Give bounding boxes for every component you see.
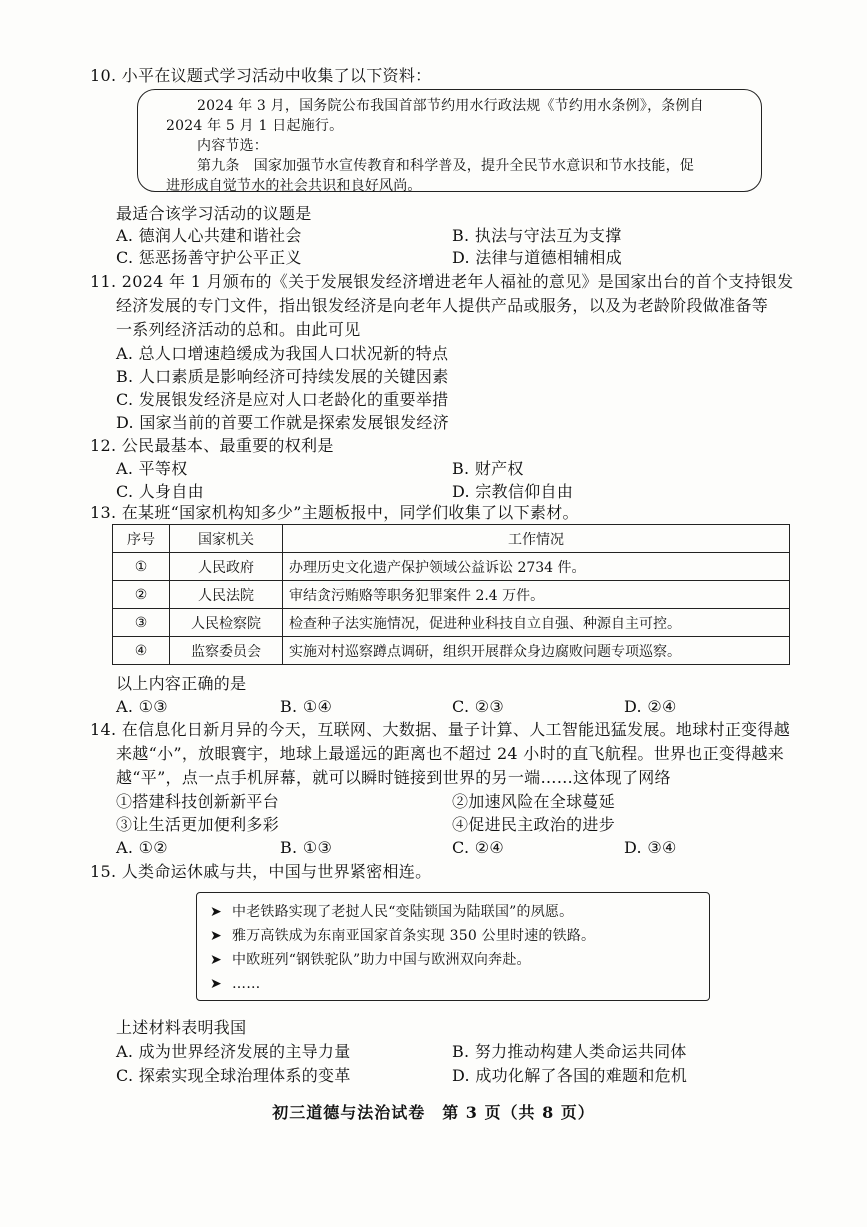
table-header-cell: 工作情况 [283, 525, 790, 553]
arrow-bullet-icon: ➤ [210, 976, 222, 992]
arrow-bullet-icon: ➤ [210, 952, 222, 968]
table-cell: ① [113, 553, 170, 581]
q15-option-a[interactable]: A. 成为世界经济发展的主导力量 [116, 1042, 351, 1061]
q11-option-a[interactable]: A. 总人口增速趋缓成为我国人口状况新的特点 [116, 344, 449, 363]
q14-option-b[interactable]: B. ①③ [280, 838, 333, 857]
table-cell: 办理历史文化遗产保护领域公益诉讼 2734 件。 [283, 553, 790, 581]
q13-stem: 13. 在某班“国家机构知多少”主题板报中，同学们收集了以下素材。 [90, 503, 579, 522]
table-header-cell: 国家机关 [170, 525, 283, 553]
arrow-bullet-icon: ➤ [210, 904, 222, 920]
q10-box-line: 进形成自觉节水的社会共识和良好风尚。 [166, 178, 422, 194]
q10-box-line: 2024 年 3 月，国务院公布我国首部节约用水行政法规《节约用水条例》，条例自 [197, 98, 704, 114]
q13-question: 以上内容正确的是 [116, 674, 247, 693]
q10-option-a[interactable]: A. 德润人心共建和谐社会 [116, 226, 302, 245]
q13-option-c[interactable]: C. ②③ [452, 697, 505, 716]
q10-option-c[interactable]: C. 惩恶扬善守护公平正义 [116, 248, 302, 267]
q12-option-a[interactable]: A. 平等权 [116, 459, 188, 478]
q11-option-b[interactable]: B. 人口素质是影响经济可持续发展的关键因素 [116, 367, 449, 386]
q13-option-a[interactable]: A. ①③ [116, 697, 168, 716]
q11-stem-line: 一系列经济活动的总和。由此可见 [116, 320, 361, 339]
q14-stem-line: 14. 在信息化日新月异的今天，互联网、大数据、量子计算、人工智能迅猛发展。地球村正变得越 [90, 720, 791, 739]
q12-stem: 12. 公民最基本、最重要的权利是 [90, 436, 334, 455]
q14-statement: ④促进民主政治的进步 [452, 815, 616, 834]
table-cell: 审结贪污贿赂等职务犯罪案件 2.4 万件。 [283, 581, 790, 609]
q12-option-b[interactable]: B. 财产权 [452, 459, 524, 478]
table-cell: 人民政府 [170, 553, 283, 581]
q14-statement: ②加速风险在全球蔓延 [452, 792, 616, 811]
q15-bullet-text: 中欧班列“钢铁驼队”助力中国与欧洲双向奔赴。 [232, 952, 531, 968]
table-cell: 实施对村巡察蹲点调研，组织开展群众身边腐败问题专项巡察。 [283, 637, 790, 665]
q15-option-c[interactable]: C. 探索实现全球治理体系的变革 [116, 1066, 351, 1085]
q14-stem-line: 越“平”，点一点手机屏幕，就可以瞬时链接到世界的另一端……这体现了网络 [116, 768, 671, 787]
q11-option-d[interactable]: D. 国家当前的首要工作就是探索发展银发经济 [116, 413, 450, 432]
q11-stem-line: 11. 2024 年 1 月颁布的《关于发展银发经济增进老年人福祉的意见》是国家出台的首个支持银发 [90, 272, 794, 291]
q15-bullet-text: …… [232, 976, 261, 992]
q10-question: 最适合该学习活动的议题是 [116, 204, 312, 223]
q15-bullet [210, 902, 573, 922]
q14-statement: ③让生活更加便利多彩 [116, 815, 280, 834]
table-cell: 监察委员会 [170, 637, 283, 665]
table-header-cell: 序号 [113, 525, 170, 553]
q15-bullet [210, 950, 531, 970]
q12-option-c[interactable]: C. 人身自由 [116, 482, 204, 501]
q12-option-d[interactable]: D. 宗教信仰自由 [452, 482, 574, 501]
table-cell: ④ [113, 637, 170, 665]
q10-box-line: 第九条 国家加强节水宣传教育和科学普及，提升全民节水意识和节水技能，促 [197, 158, 694, 174]
q14-statement: ①搭建科技创新新平台 [116, 792, 280, 811]
table-cell: 检查种子法实施情况，促进种业科技自立自强、种源自主可控。 [283, 609, 790, 637]
table-cell: ② [113, 581, 170, 609]
table-cell: 人民法院 [170, 581, 283, 609]
q13-option-d[interactable]: D. ②④ [624, 697, 677, 716]
q14-option-a[interactable]: A. ①② [116, 838, 168, 857]
q15-question: 上述材料表明我国 [116, 1018, 247, 1037]
page-footer: 初三道德与法治试卷 第 3 页（共 8 页） [272, 1103, 595, 1122]
table-cell: ③ [113, 609, 170, 637]
q14-option-c[interactable]: C. ②④ [452, 838, 505, 857]
q14-stem-line: 来越“小”，放眼寰宇，地球上最遥远的距离也不超过 24 小时的直飞航程。世界也正变得越来 [116, 744, 785, 763]
q11-stem-line: 经济发展的专门文件，指出银发经济是向老年人提供产品或服务，以及为老龄阶段做准备等 [116, 296, 769, 315]
q15-bullet-text: 雅万高铁成为东南亚国家首条实现 350 公里时速的铁路。 [232, 928, 596, 944]
q10-option-b[interactable]: B. 执法与守法互为支撑 [452, 226, 622, 245]
q15-bullet-text: 中老铁路实现了老挝人民“变陆锁国为陆联国”的夙愿。 [232, 904, 574, 920]
table-row [113, 637, 790, 665]
q13-option-b[interactable]: B. ①④ [280, 697, 333, 716]
q10-box-line: 2024 年 5 月 1 日起施行。 [166, 118, 344, 134]
arrow-bullet-icon: ➤ [210, 928, 222, 944]
q10-box-line: 内容节选： [197, 138, 268, 154]
q13-table [112, 524, 790, 665]
q11-option-c[interactable]: C. 发展银发经济是应对人口老龄化的重要举措 [116, 390, 449, 409]
q10-option-d[interactable]: D. 法律与道德相辅相成 [452, 248, 623, 267]
table-header-row [113, 525, 790, 553]
q15-bullet [210, 974, 260, 994]
table-row [113, 581, 790, 609]
q15-bullet [210, 926, 595, 946]
table-row [113, 609, 790, 637]
table-cell: 人民检察院 [170, 609, 283, 637]
table-row [113, 553, 790, 581]
q14-option-d[interactable]: D. ③④ [624, 838, 677, 857]
q15-stem: 15. 人类命运休戚与共，中国与世界紧密相连。 [90, 862, 432, 881]
q15-option-b[interactable]: B. 努力推动构建人类命运共同体 [452, 1042, 687, 1061]
q10-stem: 10. 小平在议题式学习活动中收集了以下资料： [90, 66, 432, 85]
q15-option-d[interactable]: D. 成功化解了各国的难题和危机 [452, 1066, 688, 1085]
